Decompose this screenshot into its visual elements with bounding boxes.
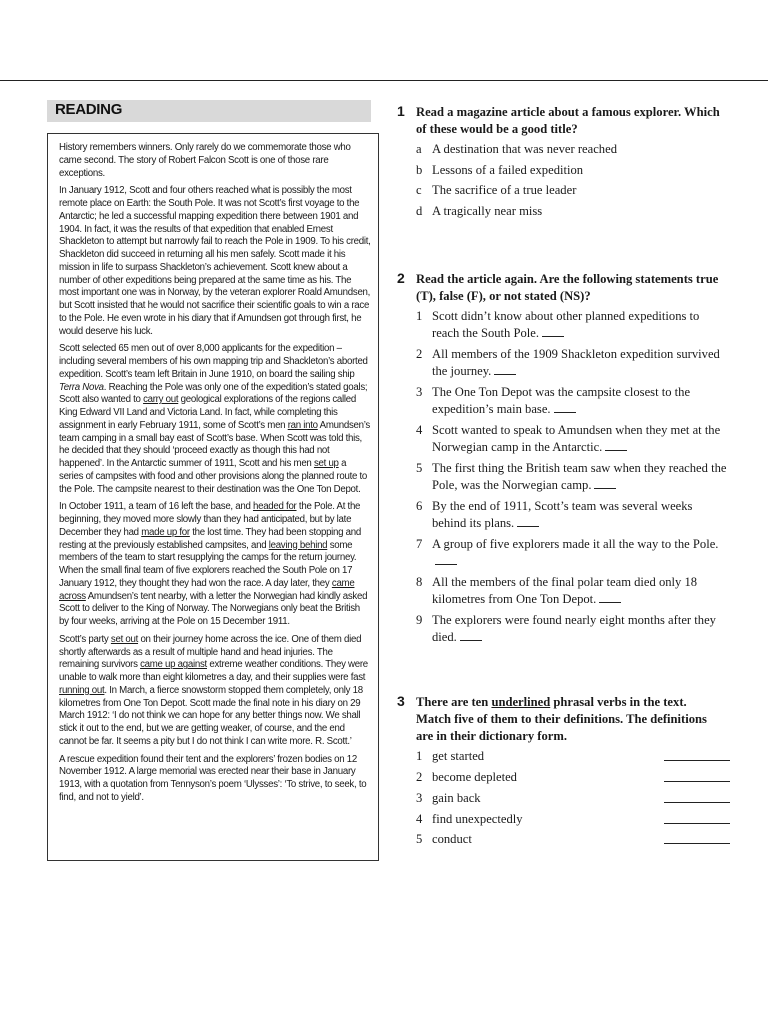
ship-name: Terra Nova [59,381,104,393]
answer-line[interactable] [664,802,730,803]
definition-text: become depleted [432,770,517,784]
answer-line[interactable] [664,760,730,761]
option-letter: a [416,142,422,156]
definition-number: 5 [416,832,423,846]
definition-number: 3 [416,791,423,805]
answer-line[interactable] [664,823,730,824]
option-text: A destination that was never reached [432,142,617,156]
answer-line[interactable] [664,843,730,844]
statement-text: The first thing the British team saw when they reached the Pole, was the Norwegian camp. [432,461,727,492]
answer-blank[interactable] [494,364,516,375]
option-letter: d [416,203,423,218]
top-rule [0,80,768,81]
statement-text: All members of the 1909 Shackleton expedition survived the journey. [432,347,720,378]
statement-text: Scott didn’t know about other planned expeditions to reach the South Pole. [432,309,700,340]
phrasal-verb: made up for [141,526,190,538]
answer-blank[interactable] [460,630,482,641]
statement-number: 5 [416,461,423,475]
article-paragraph-5: Scott’s party set out on their journey home across the ice. One of them died shortly afterwards as a result of multiple hand and head injuries. The remaining survivors came up against extreme weather conditions. They were unable to walk more than eight kilometres a day, and their supplies were fast running out. In March, a fierce snowstorm stopped them completely, only 18 kilometres from One Ton Depot. Scott made the final note in his diary on 29 March 1912: ‘I do not think we can hope for any better things now. We shall stick it out to the end, but we are getting weaker, of course, and the end cannot be far. It seems a pity but I do not think I can write more. R. Scott.’ [59,633,368,747]
statement-text: All the members of the final polar team died only 18 kilometres from One Ton Depot. [432,575,698,606]
phrasal-verb: came across [59,577,355,602]
statement-number: 9 [416,613,423,627]
option-letter: b [416,162,423,177]
statement-number: 8 [416,575,423,589]
statement-text: The One Ton Depot was the campsite closest to the expedition’s main base. [432,385,691,416]
answer-blank[interactable] [599,592,621,603]
phrasal-verb: ran into [287,419,318,431]
definition-text: conduct [432,832,472,846]
article-paragraph-4: In October 1911, a team of 16 left the base, and headed for the Pole. At the beginning, they moved more slowly than they had anticipated, but by late December they had made up for the lost time. They had been stopping and resting at the previously established campsites, and leaving behind some members of the team to start resupplying the camps for the return journey. When the small final team of five explorers reached the South Pole on 17 January 1912, they thought they had won the race. A day later, they came across Amundsen’s tent nearby, with a letter the Norwegian had kindly asked Scott to deliver to the King of Norway. The Norwegians only beat the British by four weeks, arriving at the Pole on 15 December 1911. [59,501,368,627]
article-paragraph-2: In January 1912, Scott and four others reached what is possibly the most remote place on Earth: the South Pole. It was not Scott’s first voyage to the Antarctic; he led a successful mapping expedition there between 1901 and 1904. In fact, it was the results of that expedition that enabled Ernest Shackleton to attempt but narrowly fail to reach the Pole in 1909. To his credit, Shackleton did succeed in returning all his men safely. Scott made it his mission in life to surpass Shackleton’s achievement. Scott knew about a number of other expeditions being prepared at the same time as his. The most important one was in Norway, by the veteran explorer Roald Amundsen, but Scott insisted that he would not sacrifice their scientific goals to win a race to the Pole. He even wrote in his diary that if Amundsen got through first, he would deserve his luck. [59,185,371,337]
statement-text: By the end of 1911, Scott’s team was several weeks behind its plans. [432,499,693,530]
exercise-number: 2 [397,270,405,286]
exercise-instruction: Read a magazine article about a famous explorer. Which of these would be a good title? [416,105,720,136]
article-box [47,133,379,861]
section-banner [47,100,371,122]
option-text: The sacrifice of a true leader [432,183,577,197]
statement-text: A group of five explorers made it all the way to the Pole. [432,537,719,551]
statement-text: The explorers were found nearly eight months after they died. [432,613,716,644]
phrasal-verb: running out [59,684,105,696]
definition-number: 2 [416,770,423,784]
definition-text: get started [432,749,485,763]
answer-line[interactable] [664,781,730,782]
phrasal-verb: set up [313,458,339,469]
section-title: READING [55,101,123,118]
phrasal-verb: came up against [140,659,207,671]
answer-blank[interactable] [594,478,616,489]
option-letter: c [416,183,422,197]
answer-blank[interactable] [542,326,564,337]
exercise-instruction: Read the article again. Are the following statements true (T), false (F), or not stated (NS)? [416,272,719,303]
answer-blank[interactable] [517,516,539,527]
phrasal-verb: headed for [252,501,297,513]
option-text: A tragically near miss [432,203,543,218]
definition-text: find unexpectedly [432,812,523,826]
article-paragraph-1: History remembers winners. Only rarely do we commemorate those who came second. The story of Robert Falcon Scott is one of those rare exceptions. [59,142,351,179]
exercise-instruction: There are ten underlined phrasal verbs in the text. Match five of them to their definitions. The definitions are in their dictionary form. [416,695,707,743]
option-text: Lessons of a failed expedition [432,162,584,177]
phrasal-verb: leaving behind [268,539,328,551]
article-paragraph-6: A rescue expedition found their tent and the explorers’ frozen bodies on 12 November 1912. A large memorial was erected near their base in January 1913, with a quotation from Tennyson’s poem ‘Ulysses’: ‘To strive, to seek, to find, and not to yield’. [59,753,367,803]
phrasal-verb: set out [110,633,139,645]
statement-number: 7 [416,537,423,551]
answer-blank[interactable] [605,440,627,451]
statement-number: 6 [416,499,423,513]
answer-blank[interactable] [554,402,576,413]
definition-number: 1 [416,749,423,763]
statement-text: Scott wanted to speak to Amundsen when they met at the Norwegian camp in the Antarctic. [432,423,721,454]
statement-number: 1 [416,309,423,323]
underlined-word: underlined [491,695,551,709]
exercise-number: 3 [397,693,405,709]
definition-number: 4 [416,812,423,826]
phrasal-verb: carry out [143,394,179,406]
definition-text: gain back [432,791,481,805]
statement-number: 3 [416,385,423,399]
answer-blank[interactable] [435,554,457,565]
statement-number: 4 [416,423,423,437]
exercise-number: 1 [397,103,405,119]
statement-number: 2 [416,347,423,361]
article-paragraph-3: Scott selected 65 men out of over 8,000 applicants for the expedition – including several members of his own mapping trip and Shackleton’s aborted expedition. Scott’s team left Britain in June 1910, on board the sailing ship Terra Nova. Reaching the Pole was only one of the expedition’s stated goals; Scott also wanted to carry out geological explorations of the regions called King Edward VII Land and Victoria Land. In fact, while completing this assignment in early February 1911, some of Scott’s men ran into Amundsen’s team camping in a small bay east of Scott’s base. When Scott was told this, he decided that they should ‘proceed exactly as though this had not happened’. In the Antarctic summer of 1911, Scott and his men set up a series of campsites with food and other provisions along the planned route to the Pole. The campsite nearest to their destination was the One Ton Depot. [59,343,370,495]
